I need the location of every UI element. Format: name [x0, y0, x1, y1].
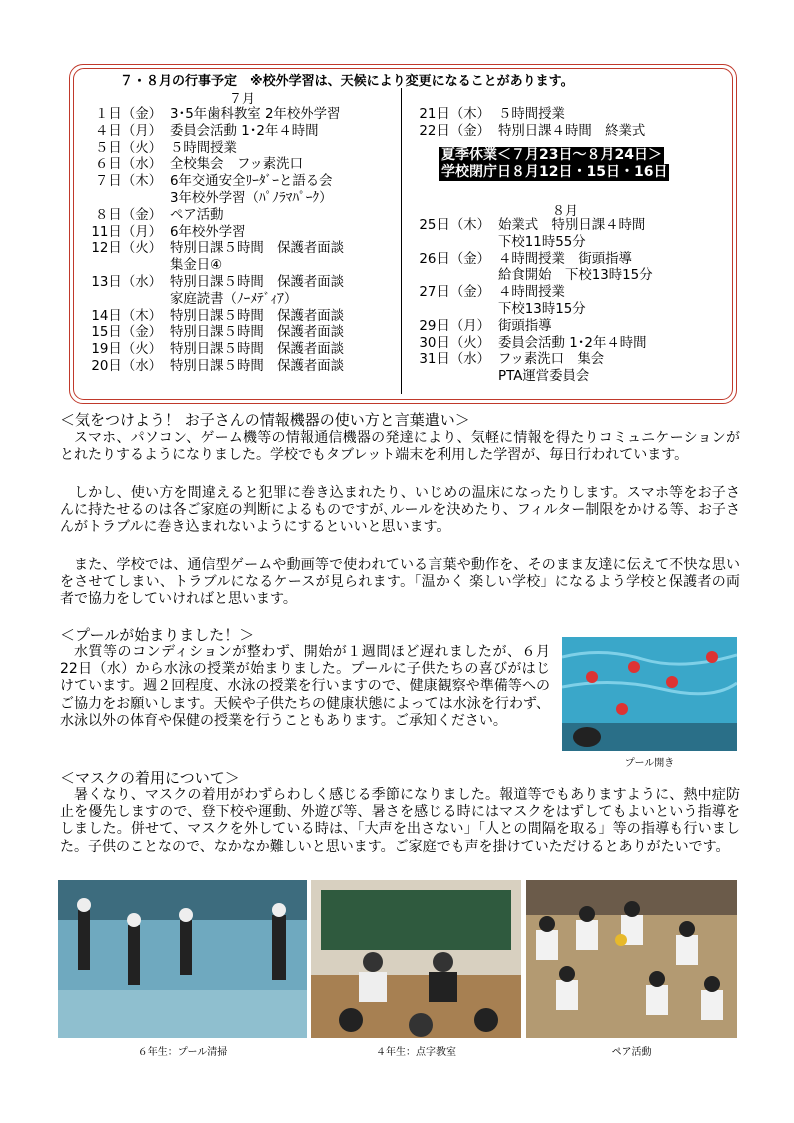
- schedule-item: [82, 124, 344, 141]
- schedule-date: ６日（水）: [95, 157, 162, 173]
- schedule-item: [404, 252, 653, 286]
- schedule-date: 22日（金）: [419, 123, 490, 139]
- schedule-event: [498, 352, 604, 386]
- schedule-item: [404, 124, 645, 141]
- devices-paragraph-2: しかし、使い方を間違えると犯罪に巻き込まれたり、いじめの温床になったりします。スマホ等をお子さんに持たせるのは各ご家庭の判断によるものですが､ルールを決めたり、フィルター制限をかける等、お子さんがトラブルに巻き込まれないようにするといいと思います。: [60, 485, 740, 536]
- schedule-item: [82, 157, 344, 174]
- july-label: ７月: [229, 92, 256, 107]
- schedule-item: [82, 241, 344, 275]
- schedule-event-continued: 下校13時15分: [498, 301, 586, 317]
- schedule-event: [498, 252, 653, 286]
- schedule-event-continued: 3年校外学習（ﾊﾟﾉﾗﾏﾊﾟｰｸ）: [170, 190, 333, 206]
- schedule-item: [404, 352, 653, 386]
- schedule-item: [82, 342, 344, 359]
- schedule-event-continued: PTA運営委員会: [498, 369, 590, 385]
- schedule-date: １日（金）: [95, 107, 162, 122]
- schedule-date: 12日（火）: [91, 241, 162, 257]
- schedule-event: [170, 141, 237, 158]
- schedule-item: [404, 107, 645, 124]
- schedule-date: 13日（水）: [91, 274, 162, 290]
- devices-paragraph-3: また、学校では、通信型ゲームや動画等で使われている言葉や動作を、そのまま友達に伝えて不快な思いをさせてしまい、トラブルになるケースが見られます。「温かく 楽しい学校」になるよう学校と保護者の両者で協力をしていければと思います。: [60, 557, 740, 608]
- pool-opening-photo: [562, 637, 737, 751]
- pool-photo-caption: プール開き: [624, 758, 675, 769]
- schedule-item: [404, 336, 653, 353]
- schedule-item: [82, 174, 344, 208]
- schedule-event-text: 特別日課５時間 保護者面談: [170, 325, 345, 341]
- schedule-event-text: 特別日課５時間 保護者面談: [170, 274, 345, 290]
- schedule-date: 21日（木）: [419, 107, 490, 122]
- pool-cleaning-caption: ６年生：プール清掃: [137, 1047, 228, 1058]
- schedule-event: [170, 225, 245, 242]
- schedule-date: 31日（水）: [419, 352, 490, 368]
- pool-cleaning-photo: [58, 880, 307, 1038]
- schedule-event-text: フッ素洗口 集会: [498, 352, 605, 368]
- schedule-item: [404, 218, 653, 252]
- schedule-event-text: 6年交通安全ﾘｰﾀﾞｰと語る会: [170, 174, 333, 190]
- schedule-event: [170, 342, 344, 359]
- schedule-event-text: 6年校外学習: [170, 224, 246, 240]
- schedule-item: [82, 208, 344, 225]
- schedule-event-continued: 給食開始 下校13時15分: [498, 268, 653, 284]
- section-heading-mask: ＜マスクの着用について＞: [60, 769, 240, 787]
- schedule-event: [170, 359, 344, 376]
- schedule-event: [498, 319, 552, 336]
- schedule-item: [82, 359, 344, 376]
- section-heading-devices: ＜気をつけよう！ お子さんの情報機器の使い方と言葉遣い＞: [60, 411, 470, 429]
- calendar-divider: [401, 88, 402, 394]
- braille-class-photo: [311, 880, 521, 1038]
- schedule-event: [170, 107, 340, 124]
- schedule-date: 27日（金）: [419, 285, 490, 301]
- pool-paragraph: 水質等のコンディションが整わず、開始が１週間ほど遅れましたが、６月22日（水）から水泳の授業が始まりました。プールに子供たちの喜びがはじけています。週２回程度、水泳の授業を行いますので、健康観察や準備等へのご協力をお願いします。天候や子供たちの健康状態によっては水泳を行わず、水泳以外の体育や保健の授業を行うこともあります。ご承知ください。: [60, 644, 550, 729]
- schedule-date: 19日（火）: [91, 342, 162, 358]
- schedule-date: 30日（火）: [419, 335, 490, 351]
- schedule-event-text: ４時間授業 街頭指導: [498, 251, 632, 267]
- schedule-event-text: 特別日課５時間 保護者面談: [170, 308, 345, 324]
- schedule-event: [170, 157, 303, 174]
- schedule-date: 15日（金）: [91, 325, 162, 341]
- july-schedule: [82, 107, 344, 376]
- schedule-event: [170, 241, 344, 275]
- schedule-item: [82, 107, 344, 124]
- schedule-date: 29日（月）: [419, 318, 490, 334]
- schedule-date: ７日（木）: [95, 174, 162, 190]
- schedule-item: [82, 325, 344, 342]
- schedule-event-text: 3･5年歯科教室 2年校外学習: [170, 107, 341, 122]
- schedule-event-continued: 集金日④: [170, 258, 223, 274]
- mask-paragraph: 暑くなり、マスクの着用がわずらわしく感じる季節になりました。報道等でもありますように、熱中症防止を優先しますので、登下校や運動、外遊び等、暑さを感じる時にはマスクをはずしてもよいという指導をしました。併せて、マスクを外している時は、「大声を出さない」「人との間隔を取る」等の指導も行いました。子供のことなので、なかなか難しいと思います。ご家庭でも声を掛けていただけるとありがたいです。: [60, 787, 740, 855]
- schedule-event: [498, 336, 647, 353]
- calendar-title: ７・８月の行事予定 ※校外学習は、天候により変更になることがあります。: [120, 74, 574, 89]
- schedule-event: [498, 218, 645, 252]
- schedule-event-text: ペア活動: [170, 207, 224, 223]
- schedule-event: [170, 275, 344, 309]
- schedule-event-text: 特別日課４時間 終業式: [498, 123, 646, 139]
- schedule-event-text: 全校集会 フッ素洗口: [170, 157, 303, 173]
- schedule-item: [404, 319, 653, 336]
- braille-class-caption: ４年生：点字教室: [376, 1047, 456, 1058]
- schedule-date: 11日（月）: [91, 224, 162, 240]
- schedule-event: [498, 107, 565, 124]
- schedule-event-text: 委員会活動 1･2年４時間: [498, 335, 647, 351]
- schedule-event-text: 特別日課５時間 保護者面談: [170, 342, 345, 358]
- schedule-item: [82, 309, 344, 326]
- august-schedule: [404, 218, 653, 386]
- schedule-item: [404, 285, 653, 319]
- schedule-date: 14日（木）: [91, 308, 162, 324]
- schedule-event: [170, 124, 319, 141]
- school-closed-notice: 学校閉庁日８月12日・15日・16日: [441, 164, 668, 180]
- schedule-date: 25日（木）: [419, 218, 490, 233]
- devices-paragraph-1: スマホ、パソコン、ゲーム機等の情報通信機器の発達により、気軽に情報を得たりコミュニケーションがとれたりするようになりました。学校でもタブレット端末を利用した学習が、毎日行われています。: [60, 430, 740, 464]
- schedule-event-text: ５時間授業: [170, 140, 237, 156]
- schedule-event: [170, 325, 344, 342]
- schedule-event-text: 特別日課５時間 保護者面談: [170, 358, 345, 374]
- schedule-event: [498, 124, 645, 141]
- schedule-date: ５日（火）: [95, 140, 162, 156]
- schedule-event-text: ４時間授業: [498, 285, 565, 301]
- schedule-event: [498, 285, 586, 319]
- schedule-date: 20日（水）: [91, 358, 162, 374]
- schedule-item: [82, 141, 344, 158]
- pair-activity-photo: [526, 880, 737, 1038]
- schedule-date: ８日（金）: [95, 207, 162, 223]
- schedule-event-continued: 家庭読書（ﾉｰﾒﾃﾞｨｱ）: [170, 291, 298, 307]
- schedule-event-continued: 下校11時55分: [498, 234, 586, 250]
- schedule-event: [170, 208, 224, 225]
- schedule-event: [170, 309, 344, 326]
- schedule-item: [82, 275, 344, 309]
- schedule-event-text: ５時間授業: [498, 107, 565, 122]
- schedule-date: ４日（月）: [95, 123, 162, 139]
- schedule-date: 26日（金）: [419, 251, 490, 267]
- section-heading-pool: ＜プールが始まりました！＞: [60, 626, 255, 644]
- august-label: ８月: [552, 204, 579, 219]
- pair-activity-caption: ペア活動: [611, 1047, 652, 1058]
- schedule-event-text: 委員会活動 1･2年４時間: [170, 123, 319, 139]
- schedule-event: [170, 174, 333, 208]
- schedule-event-text: 特別日課５時間 保護者面談: [170, 241, 345, 257]
- july-schedule-late: [404, 107, 645, 141]
- schedule-item: [82, 225, 344, 242]
- schedule-event-text: 街頭指導: [498, 318, 552, 334]
- summer-vacation-notice: 夏季休業＜７月23日～８月24日＞: [441, 147, 662, 163]
- schedule-event-text: 始業式 特別日課４時間: [498, 218, 646, 233]
